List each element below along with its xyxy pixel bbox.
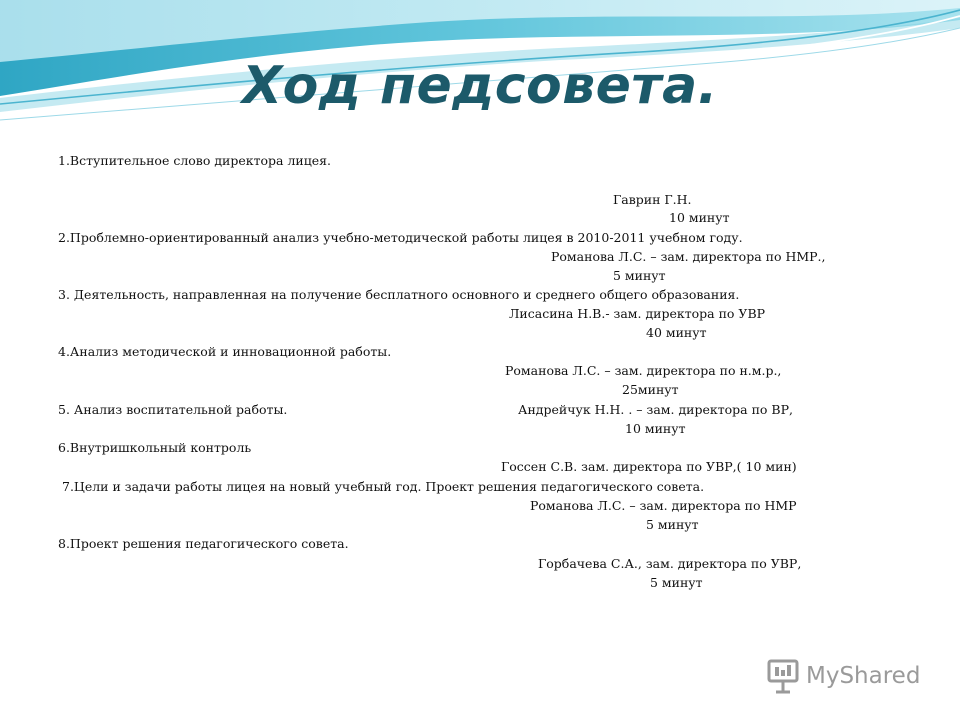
agenda-item-1: 1.Вступительное слово директора лицея. bbox=[58, 153, 332, 168]
agenda-item-7-speaker: Романова Л.С. – зам. директора по НМР bbox=[530, 498, 797, 513]
myshared-watermark bbox=[766, 656, 920, 696]
agenda-item-5-speaker: Андрейчук Н.Н. . – зам. директора по ВР, bbox=[518, 402, 793, 417]
agenda-item-7: 7.Цели и задачи работы лицея на новый учебный год. Проект решения педагогического совета. bbox=[62, 479, 705, 494]
agenda-item-3: 3. Деятельность, направленная на получение бесплатного основного и среднего общего образования. bbox=[58, 287, 740, 302]
agenda-item-6: 6.Внутришкольный контроль bbox=[58, 440, 252, 455]
watermark-text: MyShared bbox=[806, 663, 921, 689]
agenda-item-4: 4.Анализ методической и инновационной работы. bbox=[58, 344, 392, 359]
agenda-item-3-duration: 40 минут bbox=[646, 325, 707, 340]
agenda-item-5-duration: 10 минут bbox=[625, 421, 686, 436]
agenda-item-8-speaker: Горбачева С.А., зам. директора по УВР, bbox=[538, 556, 802, 571]
agenda-item-7-duration: 5 минут bbox=[646, 517, 699, 532]
agenda-item-4-duration: 25минут bbox=[622, 382, 679, 397]
agenda-item-2: 2.Проблемно-ориентированный анализ учебно-методической работы лицея в 2010-2011 учебном году. bbox=[58, 230, 743, 245]
agenda-item-3-speaker: Лисасина Н.В.- зам. директора по УВР bbox=[509, 306, 766, 321]
agenda-item-6-speaker: Госсен С.В. зам. директора по УВР,( 10 мин) bbox=[501, 459, 797, 474]
agenda-item-2-duration: 5 минут bbox=[613, 268, 666, 283]
agenda-item-8-duration: 5 минут bbox=[650, 575, 703, 590]
agenda-item-1-speaker: Гаврин Г.Н. bbox=[613, 192, 692, 207]
agenda-item-2-speaker: Романова Л.С. – зам. директора по НМР., bbox=[551, 249, 826, 264]
presentation-board-icon bbox=[766, 658, 800, 694]
agenda-item-4-speaker: Романова Л.С. – зам. директора по н.м.р., bbox=[505, 363, 782, 378]
agenda-item-1-duration: 10 минут bbox=[669, 210, 730, 225]
agenda-item-5: 5. Анализ воспитательной работы. bbox=[58, 402, 288, 417]
slide-title: Ход педсовета. bbox=[242, 56, 718, 116]
agenda-item-8: 8.Проект решения педагогического совета. bbox=[58, 536, 349, 551]
